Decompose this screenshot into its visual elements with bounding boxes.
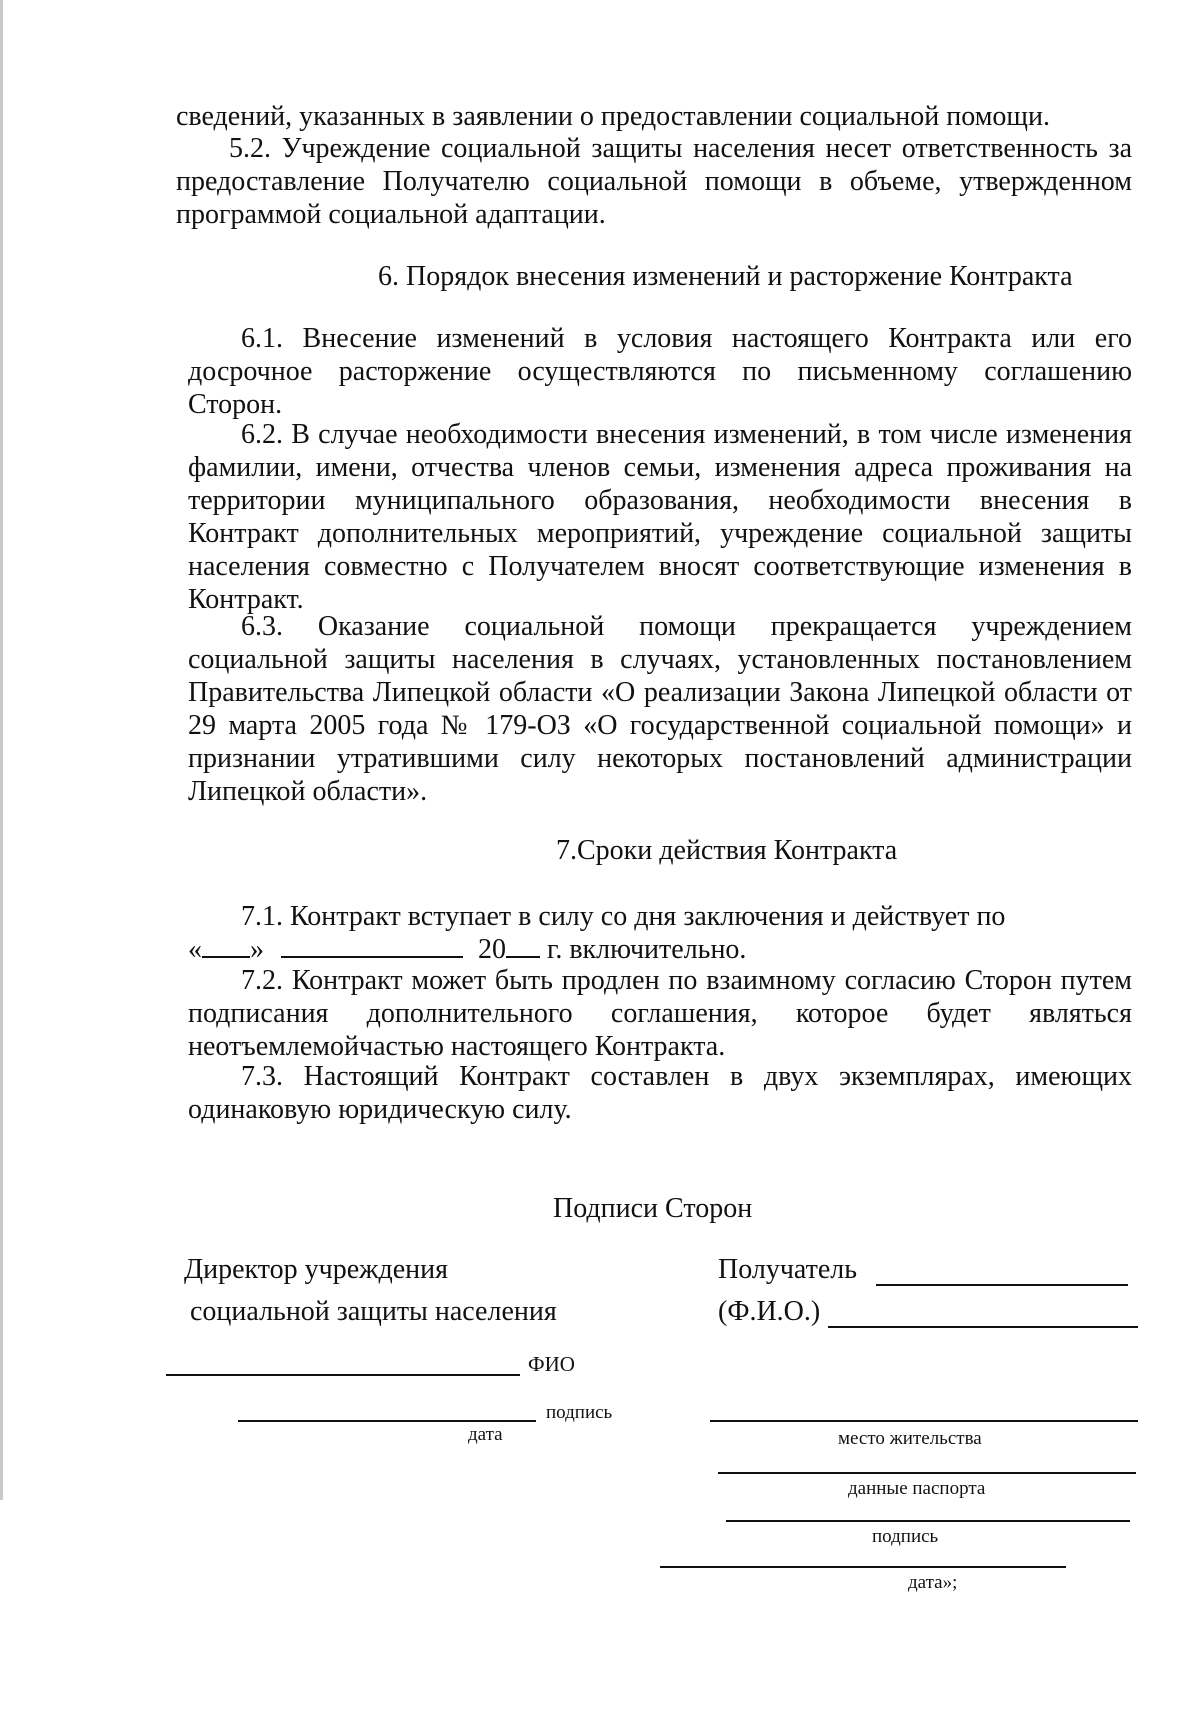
director-signature-label: подпись bbox=[546, 1402, 613, 1423]
director-title-line2: социальной защиты населения bbox=[190, 1296, 557, 1327]
paragraph-7-2: 7.2. Контракт может быть продлен по взаимному согласию Сторон путем подписания дополнительного соглашения, которое будет являться неотъемлемойчастью настоящего Контракта. bbox=[188, 965, 1132, 1062]
recipient-name-line[interactable] bbox=[876, 1284, 1128, 1286]
paragraph-7-1-line1: 7.1. Контракт вступает в силу со дня заключения и действует по bbox=[241, 901, 1006, 932]
director-title-line1: Директор учреждения bbox=[184, 1254, 448, 1285]
recipient-fio-label: (Ф.И.О.) bbox=[718, 1296, 821, 1327]
section7-heading: 7.Сроки действия Контракта bbox=[556, 835, 898, 866]
paragraph-5-2: 5.2. Учреждение социальной защиты населения несет ответственность за предоставление Получателю социальной помощи в объеме, утвержденном программой социальной адаптации. bbox=[176, 133, 1132, 230]
year-blank[interactable] bbox=[506, 932, 540, 958]
recipient-date-label: дата»; bbox=[908, 1572, 958, 1593]
residence-label: место жительства bbox=[838, 1428, 982, 1449]
paragraph-7-3: 7.3. Настоящий Контракт составлен в двух экземплярах, имеющих одинаковую юридическую силу. bbox=[188, 1061, 1132, 1125]
director-fio-label: ФИО bbox=[528, 1352, 575, 1376]
valid-until-suffix: г. включительно. bbox=[547, 934, 747, 965]
recipient-date-line[interactable] bbox=[660, 1566, 1066, 1568]
paragraph-7-1-line2 bbox=[188, 932, 746, 966]
recipient-signature-line[interactable] bbox=[726, 1520, 1130, 1522]
recipient-signature-label: подпись bbox=[872, 1526, 939, 1547]
passport-line[interactable] bbox=[718, 1472, 1136, 1474]
section5-tail: сведений, указанных в заявлении о предоставлении социальной помощи. bbox=[176, 101, 1050, 132]
passport-label: данные паспорта bbox=[848, 1478, 986, 1499]
year-prefix: 20 bbox=[478, 934, 506, 965]
paragraph-6-3: 6.3. Оказание социальной помощи прекращается учреждением социальной защиты населения в случаях, установленных постановлением Правительства Липецкой области «О реализации Закона Липецкой области от 29 марта 2005 года № 179-ОЗ «О государственной социальной помощи» и признании утратившими силу некоторых постановлений администрации Липецкой области». bbox=[188, 611, 1132, 807]
section6-heading: 6. Порядок внесения изменений и расторжение Контракта bbox=[378, 261, 1073, 292]
residence-line[interactable] bbox=[710, 1420, 1138, 1422]
director-date-label: дата bbox=[468, 1424, 503, 1445]
close-quote: » bbox=[250, 934, 264, 965]
director-signature-line[interactable] bbox=[238, 1420, 536, 1422]
recipient-label: Получатель bbox=[718, 1254, 858, 1285]
signatures-heading: Подписи Сторон bbox=[553, 1193, 753, 1224]
director-fio-line[interactable] bbox=[166, 1374, 520, 1376]
recipient-fio-line[interactable] bbox=[828, 1326, 1138, 1328]
day-blank[interactable] bbox=[202, 932, 250, 958]
open-quote: « bbox=[188, 934, 202, 965]
paragraph-6-2: 6.2. В случае необходимости внесения изменений, в том числе изменения фамилии, имени, отчества членов семьи, изменения адреса проживания на территории муниципального образования, необходимости внесения в Контракт дополнительных мероприятий, учреждение социальной защиты населения совместно с Получателем вносят соответствующие изменения в Контракт. bbox=[188, 419, 1132, 615]
month-blank[interactable] bbox=[281, 932, 463, 958]
paragraph-6-1: 6.1. Внесение изменений в условия настоящего Контракта или его досрочное расторжение осуществляются по письменному соглашению Сторон. bbox=[188, 323, 1132, 420]
